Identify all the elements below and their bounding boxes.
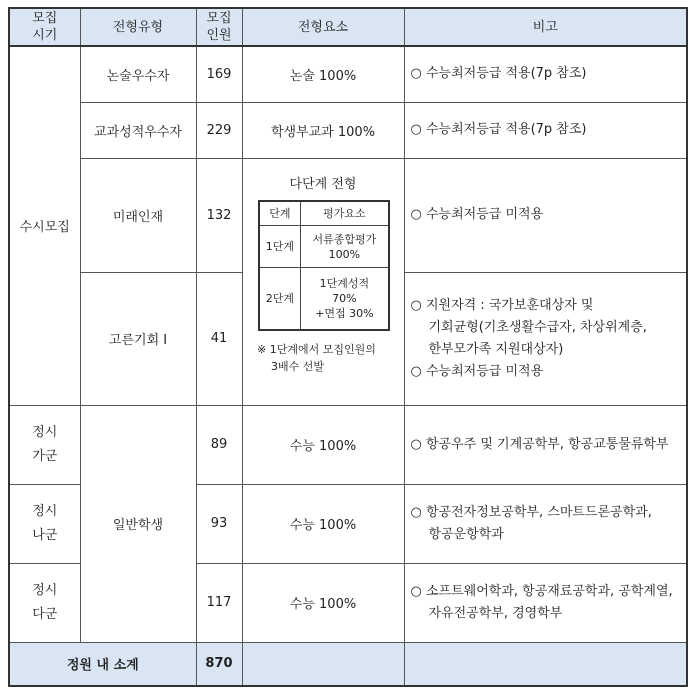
total-row — [9, 642, 687, 686]
period-jeongsi-ga: 정시 가군 — [9, 405, 80, 484]
multi-stage-title: 다단계 전형 — [289, 176, 357, 192]
table-row-gyogwa — [9, 102, 687, 158]
note-cell: ○ 소프트웨어학과, 항공재료공학과, 공학계열, 자유전공학부, 경영학부 — [404, 563, 687, 642]
element-col-header: 평가요소 — [300, 201, 389, 226]
note-cell: ○ 수능최저등급 적용(7p 참조) — [404, 102, 687, 158]
element-cell: 수능 100% — [242, 405, 404, 484]
type-cell: 고른기회 I — [80, 272, 196, 405]
header-row — [9, 8, 687, 46]
total-empty-element — [242, 642, 404, 686]
element-cell: 수능 100% — [242, 484, 404, 563]
total-count: 870 — [196, 642, 242, 686]
table-row-nonsul — [9, 46, 687, 102]
table-row-mirae — [9, 158, 687, 272]
period-susi: 수시모집 — [9, 46, 80, 405]
count-cell: 117 — [196, 563, 242, 642]
multi-stage-table — [258, 200, 390, 331]
stage1-label: 1단계 — [259, 226, 300, 268]
total-label: 정원 내 소계 — [9, 642, 196, 686]
admissions-table — [8, 7, 688, 687]
stage2-label: 2단계 — [259, 268, 300, 330]
header-period: 모집 시기 — [9, 8, 80, 46]
stage-col-header: 단계 — [259, 201, 300, 226]
count-cell: 229 — [196, 102, 242, 158]
table-row-jeongsi-ga — [9, 405, 687, 484]
element-cell: 학생부교과 100% — [242, 102, 404, 158]
period-jeongsi-da: 정시 다군 — [9, 563, 80, 642]
header-type: 전형유형 — [80, 8, 196, 46]
count-cell: 132 — [196, 158, 242, 272]
type-cell: 미래인재 — [80, 158, 196, 272]
admissions-table-container — [8, 7, 688, 687]
multi-stage-note: ※ 1단계에서 모집인원의 3배수 선발 — [257, 342, 376, 373]
count-cell: 89 — [196, 405, 242, 484]
note-cell: ○ 수능최저등급 미적용 — [404, 158, 687, 272]
note-cell: ○ 지원자격 : 국가보훈대상자 및 기회균형(기초생활수급자, 차상위계층, 한부모가족 지원대상자) ○ 수능최저등급 미적용 — [404, 272, 687, 405]
stage2-row — [259, 268, 389, 330]
count-cell: 93 — [196, 484, 242, 563]
element-cell: 수능 100% — [242, 563, 404, 642]
multi-stage-cell — [242, 158, 404, 405]
stage-header-row — [259, 201, 389, 226]
total-empty-note — [404, 642, 687, 686]
type-cell-general: 일반학생 — [80, 405, 196, 642]
element-cell: 논술 100% — [242, 46, 404, 102]
stage2-element: 1단계성적 70% +면접 30% — [300, 268, 389, 330]
header-count: 모집 인원 — [196, 8, 242, 46]
note-cell: ○ 항공전자정보공학부, 스마트드론공학과, 항공운항학과 — [404, 484, 687, 563]
stage1-row — [259, 226, 389, 268]
header-elements: 전형요소 — [242, 8, 404, 46]
type-cell: 논술우수자 — [80, 46, 196, 102]
count-cell: 169 — [196, 46, 242, 102]
header-note: 비고 — [404, 8, 687, 46]
type-cell: 교과성적우수자 — [80, 102, 196, 158]
period-jeongsi-na: 정시 나군 — [9, 484, 80, 563]
count-cell: 41 — [196, 272, 242, 405]
note-cell: ○ 수능최저등급 적용(7p 참조) — [404, 46, 687, 102]
note-cell: ○ 항공우주 및 기계공학부, 항공교통물류학부 — [404, 405, 687, 484]
stage1-element: 서류종합평가 100% — [300, 226, 389, 268]
